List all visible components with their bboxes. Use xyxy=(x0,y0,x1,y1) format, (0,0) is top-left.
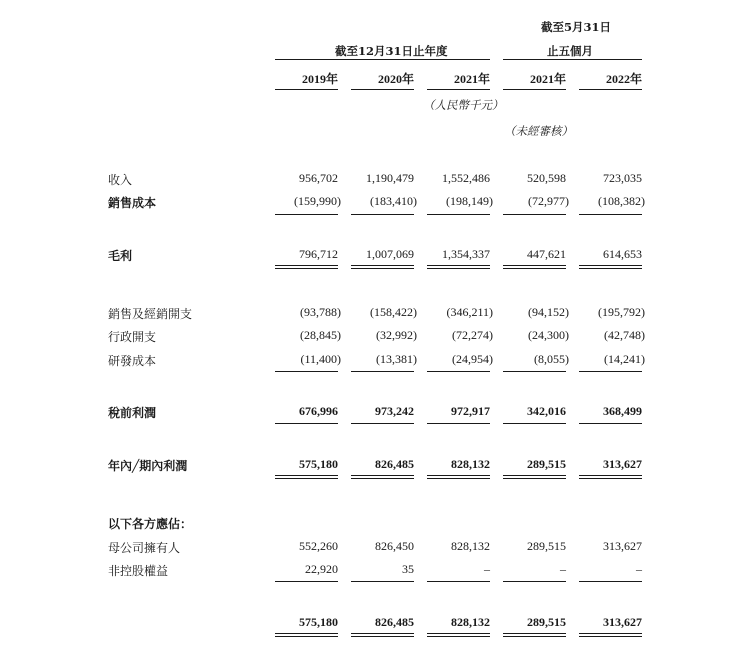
subtotal-rule-total-2019 xyxy=(275,581,338,582)
cell-pretax-2021: 972,917 xyxy=(451,404,490,418)
cell-rnd-2020: (13,381) xyxy=(376,352,417,366)
cell-gross-profit-2021-5m: 447,621 xyxy=(527,247,566,261)
subtotal-rule-rnd-2021 xyxy=(427,371,490,372)
cell-total-2020: 826,485 xyxy=(375,615,414,629)
total-rule-gross-2020 xyxy=(351,265,414,269)
year-underline-2020 xyxy=(351,89,414,90)
total-rule-net-2020 xyxy=(351,475,414,479)
header-period-fy: 截至12月31日止年度 xyxy=(335,44,448,58)
cell-selling-2021: (346,211) xyxy=(446,305,493,319)
cell-revenue-2021: 1,552,486 xyxy=(442,171,490,185)
cell-nci-2020: 35 xyxy=(402,562,414,576)
cell-rnd-2019: (11,400) xyxy=(300,352,341,366)
unit-note: （人民幣千元） xyxy=(423,98,504,112)
row-label-pretax: 稅前利潤 xyxy=(108,406,157,420)
cell-nci-2021-5m: – xyxy=(560,562,566,576)
cell-pretax-2021-5m: 342,016 xyxy=(527,404,566,418)
cell-revenue-2020: 1,190,479 xyxy=(366,171,414,185)
cell-cost-of-sales-2020: (183,410) xyxy=(370,194,417,208)
cell-gross-profit-2022-5m: 614,653 xyxy=(603,247,642,261)
header-fy-underline xyxy=(275,59,490,60)
total-rule-gross-2019 xyxy=(275,265,338,269)
cell-parent-2021: 828,132 xyxy=(451,539,490,553)
year-header-2022-5m: 2022年 xyxy=(605,72,642,86)
cell-revenue-2021-5m: 520,598 xyxy=(527,171,566,185)
subtotal-rule-pretax-2021-5m xyxy=(503,423,566,424)
cell-net-2021: 828,132 xyxy=(451,457,490,471)
cell-rnd-2021: (24,954) xyxy=(452,352,493,366)
total-rule-gross-2021-5m xyxy=(503,265,566,269)
subtotal-rule-total-2020 xyxy=(351,581,414,582)
subtotal-rule-total-2021-5m xyxy=(503,581,566,582)
subtotal-rule-gross-2019 xyxy=(275,214,338,215)
year-underline-2019 xyxy=(275,89,338,90)
year-header-2020: 2020年 xyxy=(377,72,414,86)
subtotal-rule-rnd-2019 xyxy=(275,371,338,372)
total-rule-final-2019 xyxy=(275,633,338,637)
cell-net-2022-5m: 313,627 xyxy=(603,457,642,471)
row-label-gross-profit: 毛利 xyxy=(108,249,133,263)
header-months-underline xyxy=(503,59,642,60)
total-rule-net-2021-5m xyxy=(503,475,566,479)
row-label-rnd: 研發成本 xyxy=(108,354,157,368)
cell-total-2021-5m: 289,515 xyxy=(527,615,566,629)
cell-parent-2019: 552,260 xyxy=(299,539,338,553)
total-rule-final-2021 xyxy=(427,633,490,637)
year-underline-2021 xyxy=(427,89,490,90)
subtotal-rule-pretax-2022-5m xyxy=(579,423,642,424)
cell-admin-2021-5m: (24,300) xyxy=(528,328,569,342)
row-label-cost-of-sales: 銷售成本 xyxy=(108,196,157,210)
year-underline-2021-5m xyxy=(503,89,566,90)
row-label-nci: 非控股權益 xyxy=(108,564,169,578)
subtotal-rule-gross-2021-5m xyxy=(503,214,566,215)
cell-gross-profit-2019: 796,712 xyxy=(299,247,338,261)
subtotal-rule-gross-2022-5m xyxy=(579,214,642,215)
cell-total-2021: 828,132 xyxy=(451,615,490,629)
cell-net-2021-5m: 289,515 xyxy=(527,457,566,471)
year-header-2019: 2019年 xyxy=(301,72,338,86)
cell-gross-profit-2021: 1,354,337 xyxy=(442,247,490,261)
subtotal-rule-gross-2021 xyxy=(427,214,490,215)
subtotal-rule-gross-2020 xyxy=(351,214,414,215)
row-label-parent: 母公司擁有人 xyxy=(108,541,181,555)
total-rule-net-2019 xyxy=(275,475,338,479)
cell-selling-2019: (93,788) xyxy=(300,305,341,319)
row-label-revenue: 收入 xyxy=(108,173,133,187)
subtotal-rule-rnd-2020 xyxy=(351,371,414,372)
subtotal-rule-total-2021 xyxy=(427,581,490,582)
cell-net-2019: 575,180 xyxy=(299,457,338,471)
cell-nci-2021: – xyxy=(484,562,490,576)
cell-selling-2020: (158,422) xyxy=(370,305,417,319)
total-rule-final-2020 xyxy=(351,633,414,637)
subtotal-rule-pretax-2020 xyxy=(351,423,414,424)
cell-rnd-2021-5m: (8,055) xyxy=(534,352,569,366)
cell-selling-2021-5m: (94,152) xyxy=(528,305,569,319)
subtotal-rule-rnd-2022-5m xyxy=(579,371,642,372)
total-rule-final-2021-5m xyxy=(503,633,566,637)
cell-rnd-2022-5m: (14,241) xyxy=(604,352,645,366)
cell-selling-2022-5m: (195,792) xyxy=(598,305,645,319)
cell-cost-of-sales-2022-5m: (108,382) xyxy=(598,194,645,208)
cell-cost-of-sales-2021-5m: (72,977) xyxy=(528,194,569,208)
year-underline-2022-5m xyxy=(579,89,642,90)
cell-nci-2022-5m: – xyxy=(636,562,642,576)
cell-cost-of-sales-2019: (159,990) xyxy=(294,194,341,208)
header-period-months-line1: 截至5月31日 xyxy=(541,20,612,34)
cell-parent-2020: 826,450 xyxy=(375,539,414,553)
row-label-attributable-heading: 以下各方應佔： xyxy=(108,517,193,531)
total-rule-final-2022-5m xyxy=(579,633,642,637)
cell-admin-2021: (72,274) xyxy=(452,328,493,342)
subtotal-rule-pretax-2021 xyxy=(427,423,490,424)
cell-admin-2022-5m: (42,748) xyxy=(604,328,645,342)
row-label-net-profit: 年內╱期內利潤 xyxy=(108,459,188,473)
cell-net-2020: 826,485 xyxy=(375,457,414,471)
cell-revenue-2022-5m: 723,035 xyxy=(603,171,642,185)
year-header-2021-5m: 2021年 xyxy=(529,72,566,86)
cell-pretax-2019: 676,996 xyxy=(299,404,338,418)
cell-gross-profit-2020: 1,007,069 xyxy=(366,247,414,261)
cell-admin-2019: (28,845) xyxy=(300,328,341,342)
cell-total-2019: 575,180 xyxy=(299,615,338,629)
total-rule-gross-2021 xyxy=(427,265,490,269)
cell-cost-of-sales-2021: (198,149) xyxy=(446,194,493,208)
total-rule-net-2022-5m xyxy=(579,475,642,479)
cell-parent-2021-5m: 289,515 xyxy=(527,539,566,553)
subtotal-rule-rnd-2021-5m xyxy=(503,371,566,372)
cell-nci-2019: 22,920 xyxy=(305,562,338,576)
subtotal-rule-pretax-2019 xyxy=(275,423,338,424)
cell-pretax-2022-5m: 368,499 xyxy=(603,404,642,418)
unaudited-note: （未經審核） xyxy=(504,124,573,138)
year-header-2021: 2021年 xyxy=(453,72,490,86)
cell-parent-2022-5m: 313,627 xyxy=(603,539,642,553)
row-label-admin: 行政開支 xyxy=(108,330,157,344)
header-period-months-line2: 止五個月 xyxy=(547,44,593,58)
cell-pretax-2020: 973,242 xyxy=(375,404,414,418)
total-rule-gross-2022-5m xyxy=(579,265,642,269)
row-label-selling: 銷售及經銷開支 xyxy=(108,307,193,321)
cell-revenue-2019: 956,702 xyxy=(299,171,338,185)
cell-total-2022-5m: 313,627 xyxy=(603,615,642,629)
cell-admin-2020: (32,992) xyxy=(376,328,417,342)
subtotal-rule-total-2022-5m xyxy=(579,581,642,582)
total-rule-net-2021 xyxy=(427,475,490,479)
